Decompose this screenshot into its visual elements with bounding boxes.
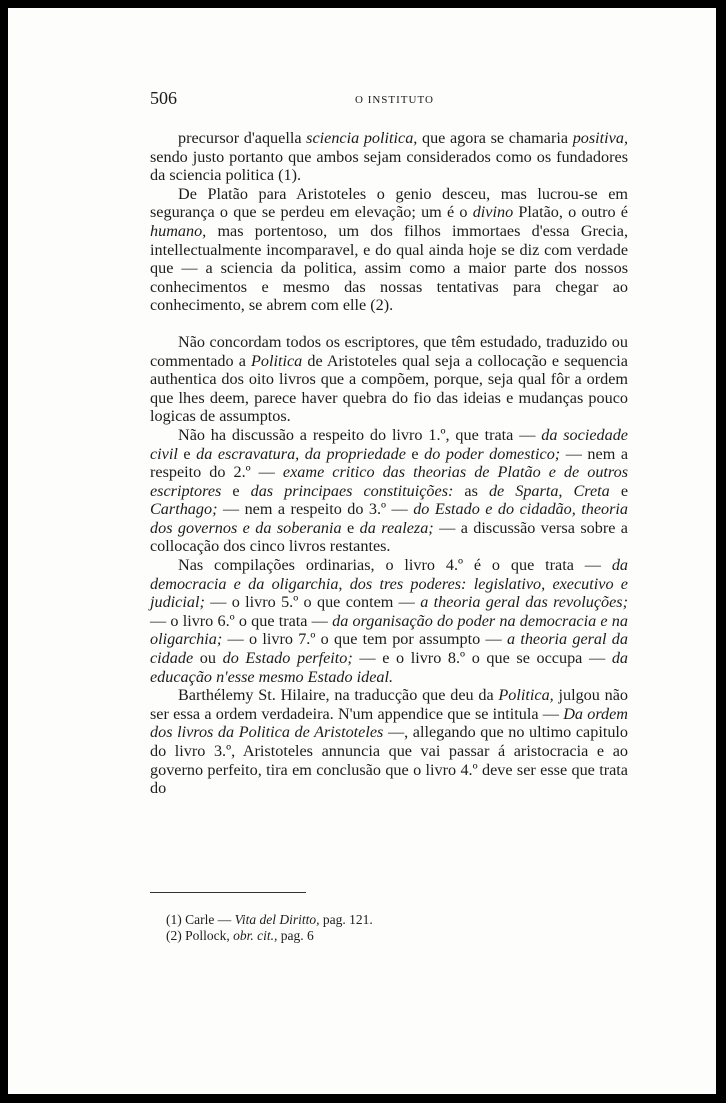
italic-run: da sociedade civil	[150, 425, 628, 463]
text-run: — nem a respeito do 3.º —	[217, 500, 414, 519]
italic-run: Politica	[251, 351, 303, 370]
text-run: ou	[193, 649, 223, 668]
text-run: mas portentoso, um dos filhos immortaes d'essa Grecia, intellectualmente incomparavel, e do qual ainda hoje se diz com verdade que — a sciencia da politica, assim como a maior parte dos nossos conhecimentos e mesmo das nossas tentativas para chegar ao conhecimento, se abrem com elle (2).	[150, 221, 628, 315]
italic-run: de Sparta, Creta	[488, 481, 610, 500]
text-run: precursor d'aquella	[178, 129, 307, 147]
text-run: que agora se chamaria	[417, 129, 573, 147]
italic-run: da escravatura, da propriedade	[196, 444, 406, 463]
text-run: julgou não ser essa a ordem verdadeira. N'um appendice que se intitula —	[150, 686, 628, 723]
italic-run: obr. cit.,	[233, 927, 278, 943]
text-run: e	[405, 444, 425, 463]
page-header	[150, 88, 634, 118]
italic-run: a theoria geral da cidade	[150, 630, 628, 668]
text-run: De Platão para Aristoteles o genio desceu, mas lucrou-se em segurança o que se perdeu em elevação; um é o	[150, 184, 628, 222]
italic-run: do poder domestico;	[424, 444, 561, 463]
italic-run: Da ordem dos livros da Politica de Aristoteles	[150, 704, 628, 742]
text-run: — o livro 5.º o que contem —	[204, 593, 421, 612]
text-run: — nem a respeito do 2.º —	[150, 444, 629, 482]
text-run: Não concordam todos os escriptores, que têm estudado, traduzido ou commentado a	[150, 332, 628, 370]
text-run: e	[221, 481, 251, 500]
italic-run: da organisação do poder na democracia e na oligarchia;	[150, 611, 628, 649]
italic-run: Vita del Diritto,	[234, 912, 320, 927]
italic-run: positiva,	[572, 129, 628, 147]
text-run: Platão, o outro é	[513, 203, 628, 222]
text-run: pag. 6	[277, 927, 314, 943]
text-run: e	[609, 481, 628, 500]
italic-run: sciencia politica,	[306, 129, 418, 147]
italic-run: a theoria geral das revoluções;	[420, 593, 628, 612]
paragraph-5	[150, 556, 628, 686]
text-run: de Aristoteles qual seja a collocação e sequencia authentica dos oito livros que a compõem, porque, seja qual fôr a ordem que lhes deem, parece haver quebra do fio das ideias e mudanças pouco logicas de assumptos.	[150, 351, 628, 426]
body-text	[150, 129, 628, 798]
text-run: — e o livro 8.º o que se occupa —	[352, 649, 612, 668]
text-run: — o livro 7.º o que tem por assumpto —	[222, 630, 507, 649]
text-run: Nas compilações ordinarias, o livro 4.º é o que trata —	[178, 556, 612, 575]
footnote-rule	[150, 892, 306, 893]
paragraph-4	[150, 426, 628, 556]
footnote-1	[166, 912, 626, 928]
footnote-2	[166, 928, 626, 944]
italic-run: humano,	[150, 221, 207, 240]
text-run: e	[341, 518, 360, 537]
text-run: (2) Pollock,	[166, 927, 234, 943]
document-page	[8, 8, 716, 1094]
italic-run: Carthago;	[150, 500, 218, 519]
paragraph-2	[150, 185, 628, 315]
text-run: e	[177, 444, 197, 463]
italic-run: das principaes constituições:	[250, 481, 454, 500]
text-run: — o livro 6.º o que trata —	[150, 611, 333, 630]
italic-run: divino	[472, 203, 514, 222]
text-run: — a discussão versa sobre a collocação dos cinco livros restantes.	[150, 518, 628, 556]
italic-run: Politica,	[498, 686, 554, 705]
text-run: —, allegando que no ultimo capitulo do livro 3.º, Aristoteles annuncia que vai passar á aristocracia e ao governo perfeito, tira em conclusão que o livro 4.º deve ser esse que trata do	[150, 723, 629, 798]
italic-run: do Estado e do cidadão, theoria dos governos e da soberania	[150, 500, 629, 537]
italic-run: da educação n'esse mesmo Estado ideal.	[150, 649, 628, 686]
text-run: as	[453, 481, 489, 500]
italic-run: exame critico das theorias de Platão e de outros escriptores	[150, 463, 629, 500]
paragraph-1	[150, 129, 628, 185]
italic-run: da democracia e da oligarchia, dos tres poderes: legislativo, executivo e judicial;	[150, 556, 628, 612]
text-run: pag. 121.	[319, 912, 373, 927]
paragraph-3	[150, 333, 628, 426]
running-title: O INSTITUTO	[355, 94, 434, 106]
paragraph-6	[150, 686, 628, 798]
italic-run: do Estado perfeito;	[222, 649, 353, 668]
italic-run: da realeza;	[359, 518, 434, 537]
text-run: Barthélemy St. Hilaire, na traducção que deu da	[178, 686, 499, 705]
text-run: Não ha discussão a respeito do livro 1.º, que trata —	[178, 425, 542, 444]
footnotes	[166, 912, 626, 943]
page-number: 506	[150, 88, 177, 108]
text-run: sendo justo portanto que ambos sejam considerados como os fundadores da sciencia politica (1).	[150, 147, 628, 185]
text-run: (1) Carle —	[166, 912, 235, 927]
